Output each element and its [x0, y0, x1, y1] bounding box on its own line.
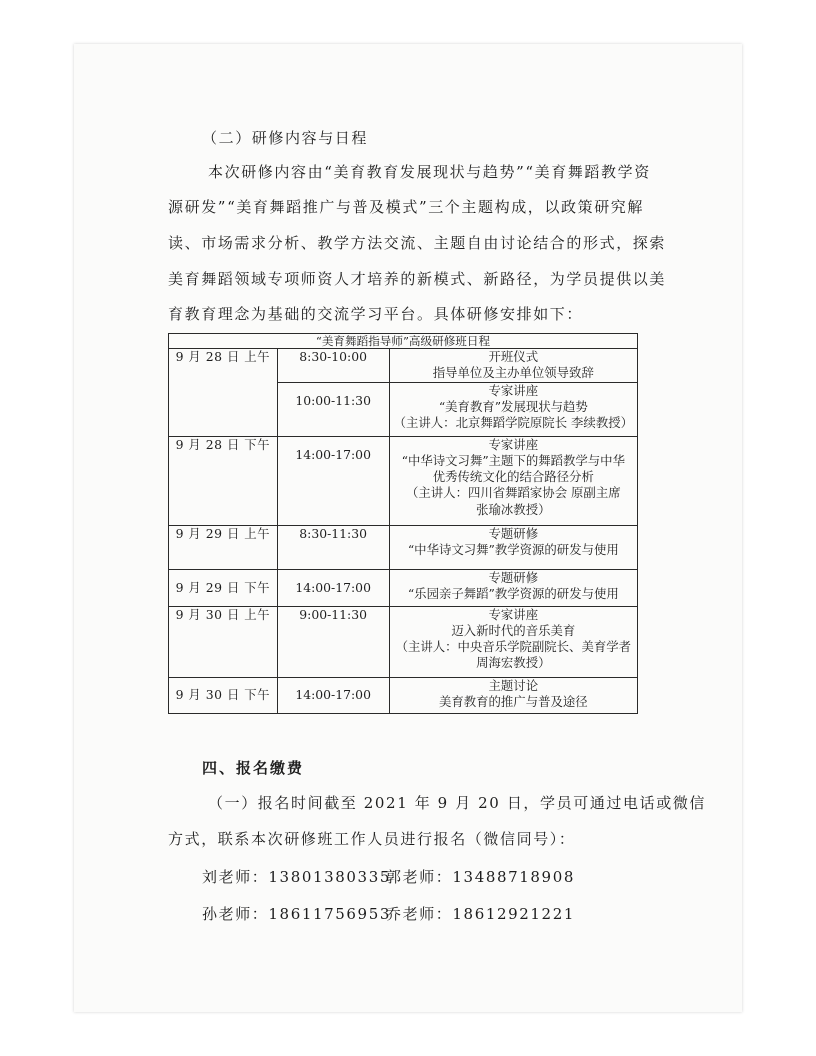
- content-line: （主讲人：四川省舞蹈家协会 原副主席: [406, 485, 621, 501]
- contact-phone: 18612921221: [452, 905, 575, 923]
- content-line: （主讲人：北京舞蹈学院原院长 李续教授）: [393, 415, 633, 431]
- date-cell: 9 月 28 日 上午: [169, 349, 278, 437]
- content-cell: [389, 525, 637, 569]
- date-cell: 9 月 30 日 下午: [169, 677, 278, 713]
- content-cell: [389, 436, 637, 525]
- content-line: 专题研修: [488, 525, 539, 541]
- paragraph-line: 方式，联系本次研修班工作人员进行报名（微信同号）：: [168, 830, 576, 848]
- content-line: 周海宏教授）: [476, 655, 551, 671]
- time-cell: 14:00-17:00: [277, 677, 389, 713]
- content-line: “中华诗文习舞”主题下的舞蹈教学与中华: [401, 452, 625, 468]
- content-line: （主讲人：中央音乐学院副院长、美育学者: [395, 639, 632, 655]
- table-row: [169, 436, 638, 525]
- content-line: 专家讲座: [488, 382, 539, 398]
- table-row: [169, 606, 638, 677]
- time-cell: 9:00-11:30: [277, 606, 389, 677]
- contact-entry: [386, 866, 575, 887]
- section-heading-research-content: （二）研修内容与日程: [202, 129, 369, 147]
- content-cell: [389, 349, 637, 383]
- paragraph-line: 本次研修内容由“美育教育发展现状与趋势”“美育舞蹈教学资: [208, 163, 651, 181]
- schedule-table: [168, 333, 638, 714]
- content-cell: [389, 569, 637, 606]
- paragraph-line: 美育舞蹈领域专项师资人才培养的新模式、新路径，为学员提供以美: [168, 270, 667, 288]
- table-row: [169, 677, 638, 713]
- content-line: 张瑜冰教授）: [476, 501, 551, 517]
- content-line: 优秀传统文化的结合路径分析: [432, 469, 594, 485]
- table-row: [169, 525, 638, 569]
- content-line: 专题研修: [488, 569, 539, 585]
- content-cell: [389, 382, 637, 436]
- paragraph-line: 源研发”“美育舞蹈推广与普及模式”三个主题构成，以政策研究解: [168, 198, 645, 216]
- contact-name: 乔老师：: [386, 905, 453, 923]
- content-line: “中华诗文习舞”教学资源的研发与使用: [407, 541, 619, 557]
- table-row: [169, 569, 638, 606]
- schedule-title-row: [169, 334, 638, 349]
- contact-name: 郭老师：: [386, 868, 453, 886]
- date-cell: 9 月 29 日 上午: [169, 525, 278, 569]
- content-line: 开班仪式: [488, 349, 539, 364]
- time-cell: 8:30-10:00: [277, 349, 389, 383]
- contact-name: 刘老师：: [202, 868, 269, 886]
- content-cell: [389, 606, 637, 677]
- paragraph-line: （一）报名时间截至 2021 年 9 月 20 日，学员可通过电话或微信: [208, 794, 707, 812]
- contact-name: 孙老师：: [202, 905, 269, 923]
- content-line: 迈入新时代的音乐美育: [451, 622, 576, 638]
- table-row: [169, 349, 638, 383]
- paragraph-line: 读、市场需求分析、教学方法交流、主题自由讨论结合的形式，探索: [168, 234, 667, 252]
- contact-entry: [386, 903, 575, 924]
- date-cell: 9 月 28 日 下午: [169, 436, 278, 525]
- contact-entry: [202, 903, 391, 924]
- schedule-title: “美育舞蹈指导师”高级研修班日程: [169, 334, 638, 349]
- time-cell: 10:00-11:30: [277, 382, 389, 436]
- content-line: 专家讲座: [488, 436, 539, 452]
- time-cell: 14:00-17:00: [277, 569, 389, 606]
- contact-phone: 18611756953: [268, 905, 391, 923]
- date-cell: 9 月 30 日 上午: [169, 606, 278, 677]
- content-line: “美育教育”发展现状与趋势: [438, 398, 588, 414]
- content-line: “乐园亲子舞蹈”教学资源的研发与使用: [407, 585, 619, 601]
- content-line: 专家讲座: [488, 606, 539, 622]
- content-line: 美育教育的推广与普及途径: [438, 693, 588, 709]
- contact-entry: [202, 866, 391, 887]
- section-heading-registration: 四、报名缴费: [202, 759, 305, 777]
- time-cell: 8:30-11:30: [277, 525, 389, 569]
- contact-phone: 13801380335: [268, 868, 391, 886]
- content-line: 主题讨论: [488, 677, 539, 693]
- date-cell: 9 月 29 日 下午: [169, 569, 278, 606]
- paragraph-line: 育教育理念为基础的交流学习平台。具体研修安排如下：: [168, 305, 584, 323]
- content-line: 指导单位及主办单位领导致辞: [432, 365, 594, 381]
- content-cell: [389, 677, 637, 713]
- contact-phone: 13488718908: [452, 868, 575, 886]
- time-cell: 14:00-17:00: [277, 436, 389, 525]
